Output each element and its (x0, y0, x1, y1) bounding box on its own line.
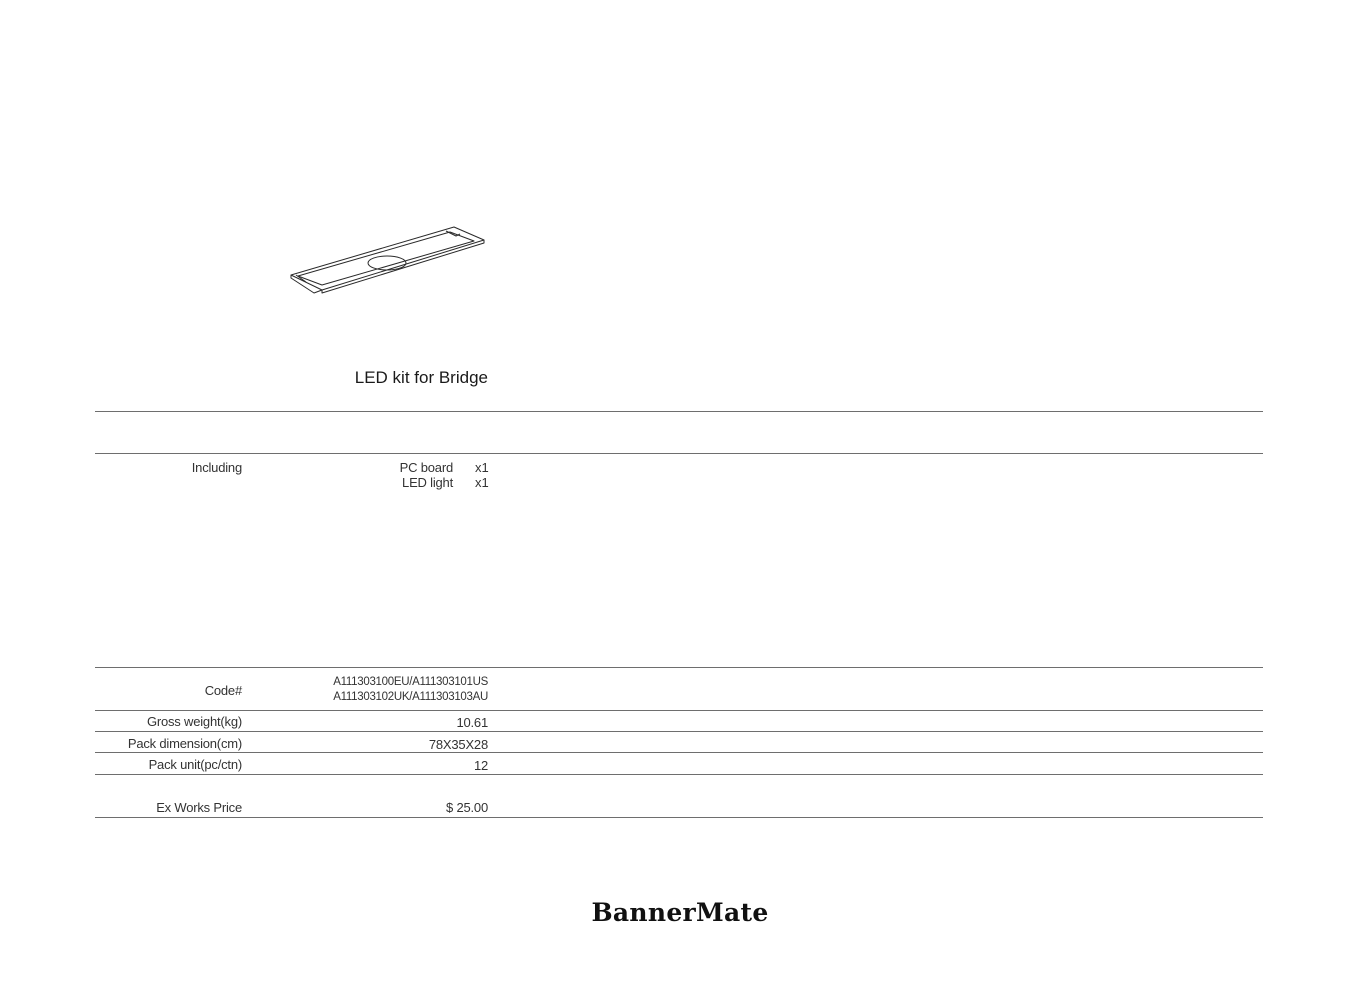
divider-including (95, 453, 1263, 454)
product-title: LED kit for Bridge (354, 368, 488, 387)
pack-dimension-value: 78X35X28 (428, 737, 488, 752)
pack-dimension-label: Pack dimension(cm) (127, 736, 242, 751)
including-item-led-light: LED light (402, 475, 453, 490)
including-qty-pc-board: x1 (475, 460, 489, 475)
code-label: Code# (204, 683, 242, 698)
including-label: Including (191, 460, 242, 475)
price-label: Ex Works Price (156, 800, 242, 815)
led-tray-drawing-icon (286, 222, 490, 300)
pack-unit-value: 12 (473, 758, 488, 773)
divider-code (95, 667, 1263, 668)
including-item-pc-board: PC board (399, 460, 453, 475)
divider-price (95, 774, 1263, 775)
price-value: $ 25.00 (446, 800, 488, 815)
gross-weight-label: Gross weight(kg) (146, 714, 242, 729)
divider-weight (95, 710, 1263, 711)
divider-unit (95, 752, 1263, 753)
divider-top (95, 411, 1263, 412)
divider-dimension (95, 731, 1263, 732)
gross-weight-value: 10.61 (456, 715, 488, 730)
code-value-1: A111303100EU/A111303101US (333, 676, 488, 688)
including-qty-led-light: x1 (475, 475, 489, 490)
brand-logo: BannerMate (591, 898, 769, 927)
divider-bottom (95, 817, 1263, 818)
code-value-2: A111303102UK/A111303103AU (333, 691, 488, 703)
pack-unit-label: Pack unit(pc/ctn) (148, 757, 242, 772)
